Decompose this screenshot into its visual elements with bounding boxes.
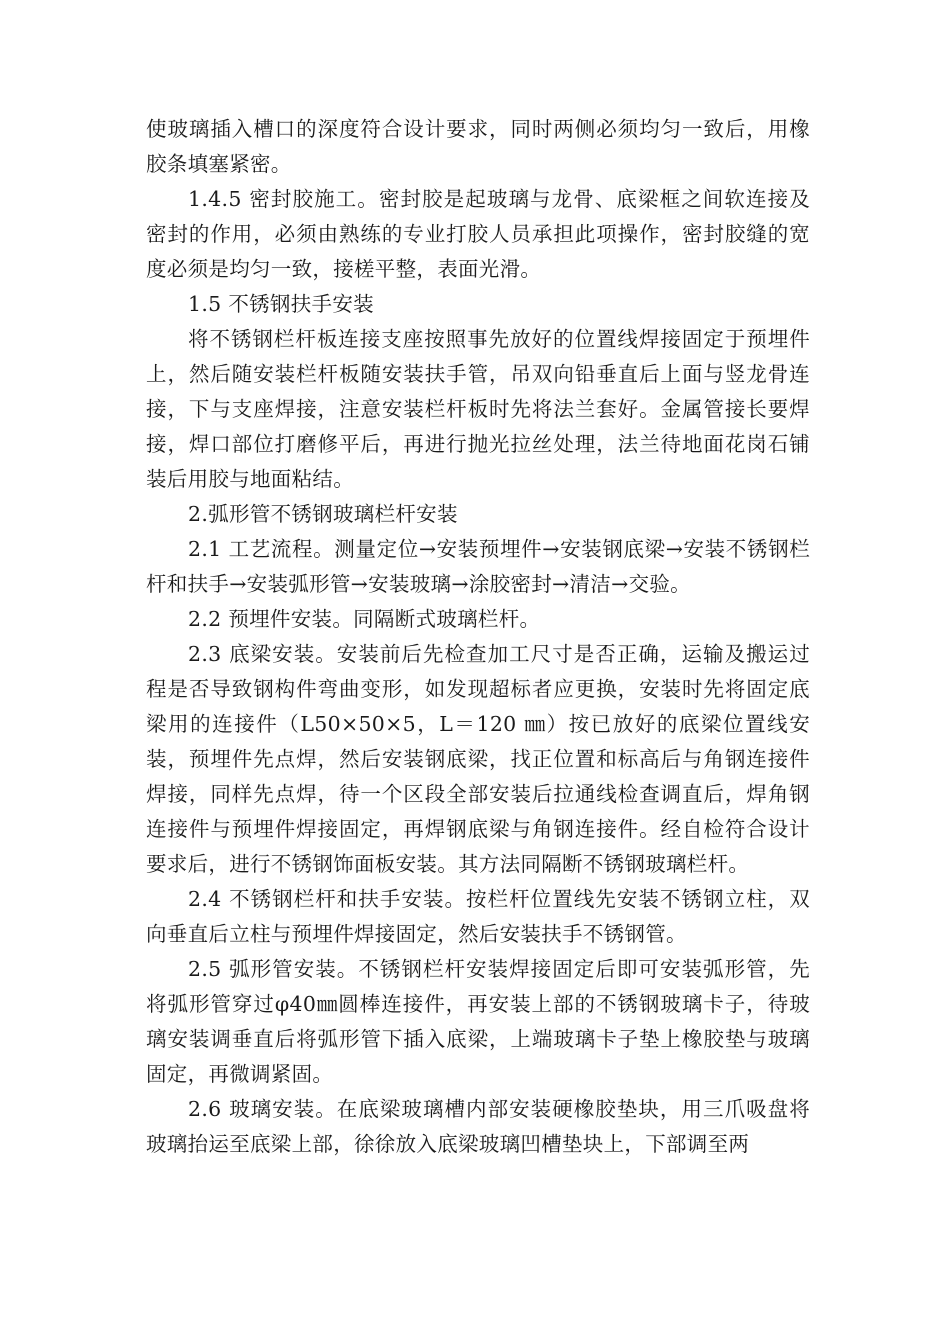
paragraph-2-5-arc-pipe: 2.5 弧形管安装。不锈钢栏杆安装焊接固定后即可安装弧形管，先将弧形管穿过φ40㎜圆棒连接件，再安装上部的不锈钢玻璃卡子，待玻璃安装调垂直后将弧形管下插入底梁，上端玻璃卡子垫上橡胶垫与玻璃固定，再微调紧固。: [146, 957, 810, 1086]
paragraph-1-4-5-sealant: 1.4.5 密封胶施工。密封胶是起玻璃与龙骨、底梁框之间软连接及密封的作用，必须由熟练的专业打胶人员承担此项操作，密封胶缝的宽度必须是均匀一致，接槎平整，表面光滑。: [146, 187, 810, 281]
paragraph-2-2-embedded: 2.2 预埋件安装。同隔断式玻璃栏杆。: [188, 607, 541, 631]
paragraph-glass-insertion: 使玻璃插入槽口的深度符合设计要求，同时两侧必须均匀一致后，用橡胶条填塞紧密。: [146, 117, 810, 176]
paragraph-2-3-base-beam: 2.3 底梁安装。安装前后先检查加工尺寸是否正确，运输及搬运过程是否导致钢构件弯曲变形，如发现超标者应更换，安装时先将固定底梁用的连接件（L50×50×5，L＝120 ㎜）按已放好的底梁位置线安装，预埋件先点焊，然后安装钢底梁，找正位置和标高后与角钢连接件焊接，同样先点焊，待一个区段全部安装后拉通线检查调直后，焊角钢连接件与预埋件焊接固定，再焊钢底梁与角钢连接件。经自检符合设计要求后，进行不锈钢饰面板安装。其方法同隔断不锈钢玻璃栏杆。: [146, 642, 810, 876]
paragraph-2-6-glass: 2.6 玻璃安装。在底梁玻璃槽内部安装硬橡胶垫块，用三爪吸盘将玻璃抬运至底梁上部，徐徐放入底梁玻璃凹槽垫块上，下部调至两: [146, 1097, 810, 1156]
heading-1-5-handrail: 1.5 不锈钢扶手安装: [188, 292, 374, 316]
document-body: [146, 112, 810, 1162]
paragraph-2-1-process: 2.1 工艺流程。测量定位→安装预埋件→安装钢底梁→安装不锈钢栏杆和扶手→安装弧形管→安装玻璃→涂胶密封→清洁→交验。: [146, 537, 810, 596]
heading-2-arc-pipe-railing: 2.弧形管不锈钢玻璃栏杆安装: [188, 502, 458, 526]
paragraph-2-4-railing-handrail: 2.4 不锈钢栏杆和扶手安装。按栏杆位置线先安装不锈钢立柱，双向垂直后立柱与预埋件焊接固定，然后安装扶手不锈钢管。: [146, 887, 810, 946]
paragraph-handrail-install: 将不锈钢栏杆板连接支座按照事先放好的位置线焊接固定于预埋件上，然后随安装栏杆板随安装扶手管，吊双向铅垂直后上面与竖龙骨连接，下与支座焊接，注意安装栏杆板时先将法兰套好。金属管接长要焊接，焊口部位打磨修平后，再进行抛光拉丝处理，法兰待地面花岗石铺装后用胶与地面粘结。: [146, 327, 810, 491]
